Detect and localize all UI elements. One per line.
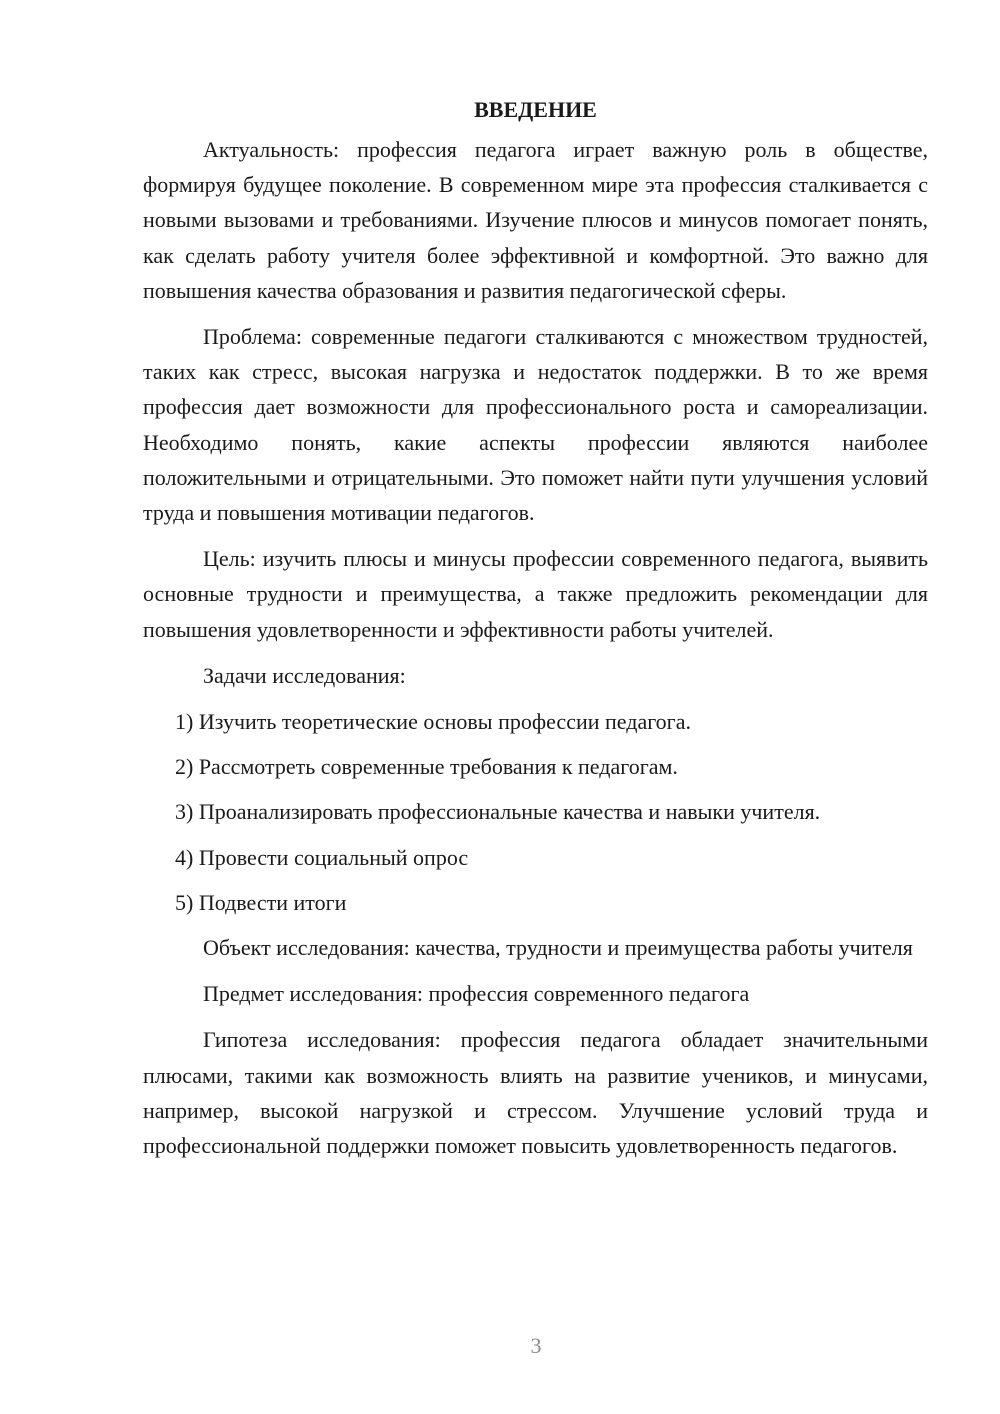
relevance-paragraph: Актуальность: профессия педагога играет важную роль в обществе, формируя будущее поколение. В современном мире эта профессия сталкивается с новыми вызовами и требованиями. Изучение плюсов и минусов помогает понять, как сделать работу учителя более эффективной и комфортной. Это важно для повышения качества образования и развития педагогической сферы.	[143, 137, 928, 303]
problem-paragraph: Проблема: современные педагоги сталкиваются с множеством трудностей, таких как стресс, высокая нагрузка и недостаток поддержки. В то же время профессия дает возможности для профессионального роста и самореализации. Необходимо понять, какие аспекты профессии являются наиболее положительными и отрицательными. Это поможет найти пути улучшения условий труда и повышения мотивации педагогов.	[143, 324, 928, 526]
task-item: 4) Провести социальный опрос	[175, 844, 469, 870]
subject-paragraph: Предмет исследования: профессия современного педагога	[203, 981, 750, 1007]
hypothesis-paragraph: Гипотеза исследования: профессия педагога обладает значительными плюсами, такими как возможность влиять на развитие учеников, и минусами, например, высокой нагрузкой и стрессом. Улучшение условий труда и профессиональной поддержки поможет повысить удовлетворенность педагогов.	[143, 1027, 928, 1159]
tasks-list	[143, 704, 928, 920]
task-item: 2) Рассмотреть современные требования к педагогам.	[175, 754, 678, 780]
document-page	[143, 92, 928, 1174]
page-title: ВВЕДЕНИЕ	[474, 97, 597, 122]
object-paragraph: Объект исследования: качества, трудности и преимущества работы учителя	[203, 935, 913, 961]
tasks-heading: Задачи исследования:	[203, 662, 406, 688]
page-number: 3	[530, 1333, 542, 1358]
task-item: 3) Проанализировать профессиональные качества и навыки учителя.	[175, 799, 821, 825]
task-item: 1) Изучить теоретические основы профессии педагога.	[175, 709, 691, 735]
task-item: 5) Подвести итоги	[175, 889, 347, 915]
goal-paragraph: Цель: изучить плюсы и минусы профессии современного педагога, выявить основные трудности и преимущества, а также предложить рекомендации для повышения удовлетворенности и эффективности работы учителей.	[143, 546, 928, 642]
